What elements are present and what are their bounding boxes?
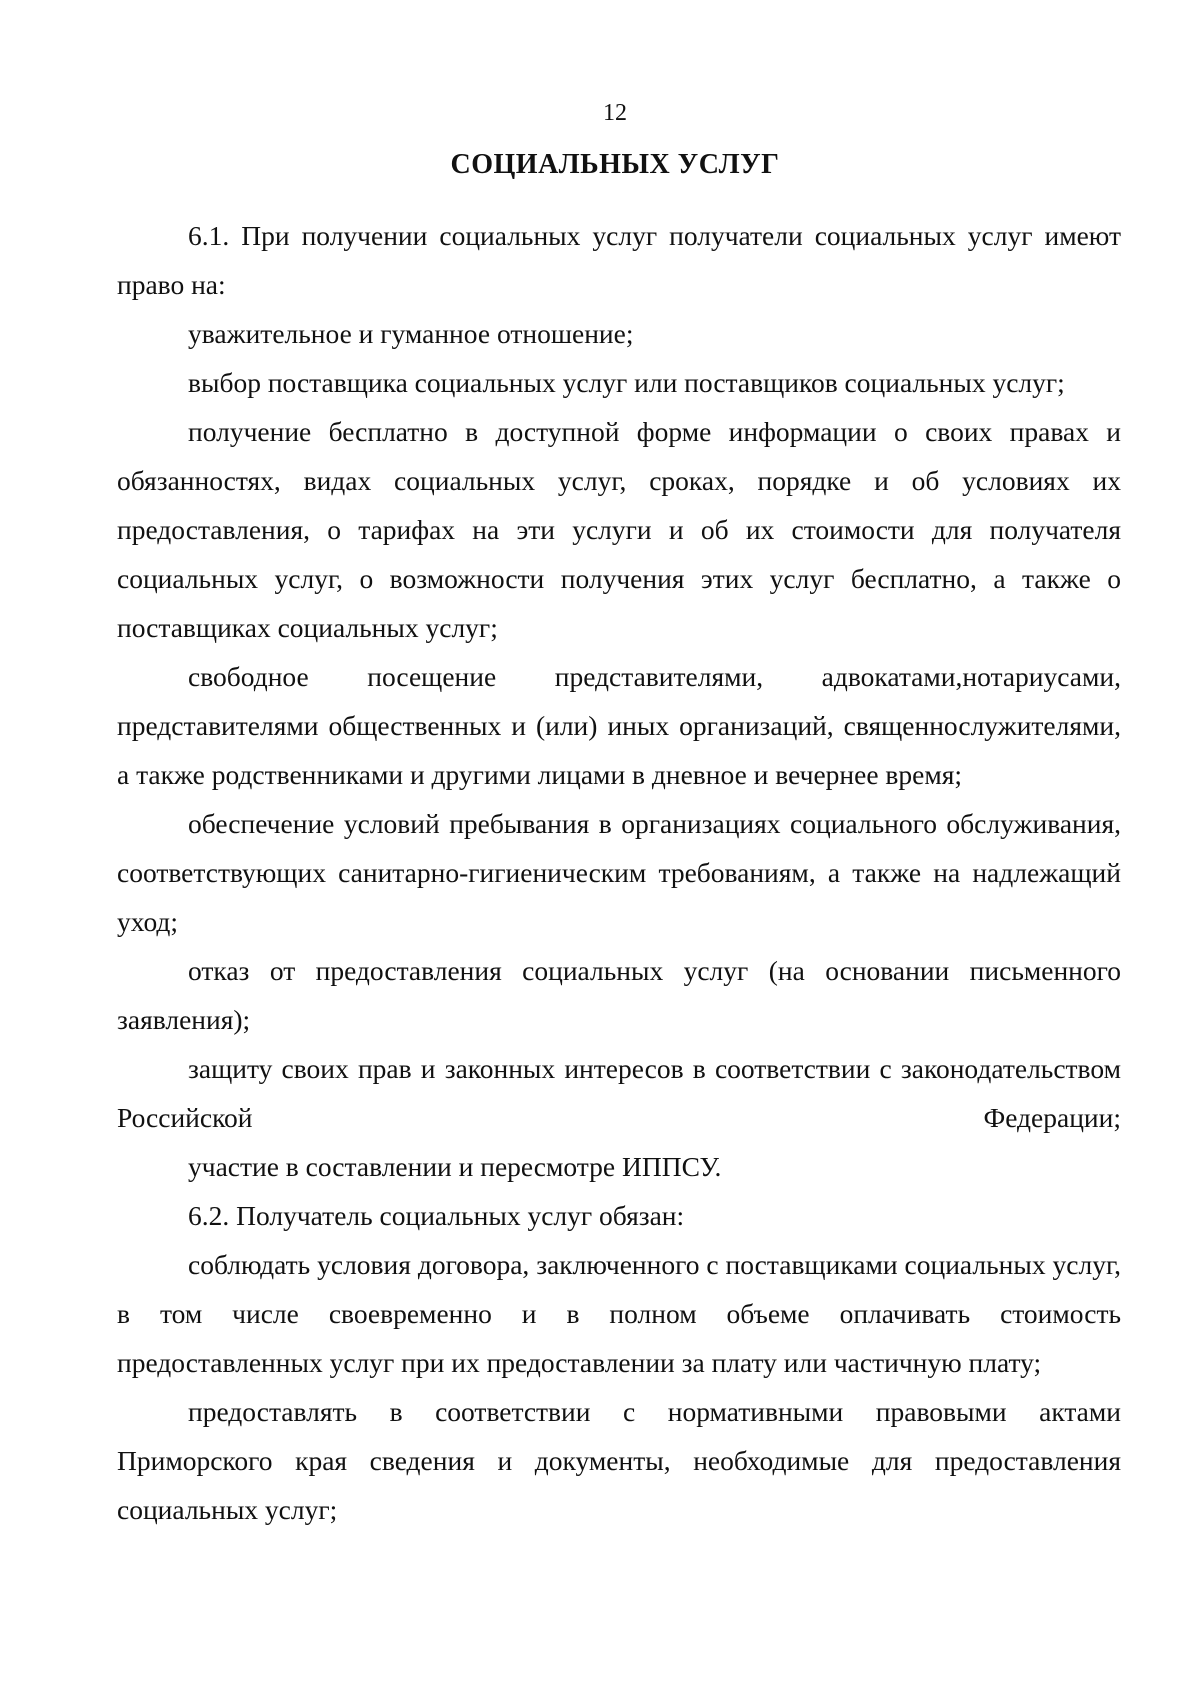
paragraph-ippsu: участие в составлении и пересмотре ИППСУ.	[188, 1151, 722, 1182]
paragraph-rights-protection-text: защиту своих прав и законных интересов в соответствии с законодательством Российской Федерации;	[117, 1053, 1121, 1133]
paragraph-free-visits: свободное посещение представителями, адвокатами,нотариусами, представителями общественных и (или) иных организаций, священнослужителями, а также родственниками и другими лицами в дневное и вечернее время;	[117, 661, 1121, 790]
paragraph-6-2-intro: 6.2. Получатель социальных услуг обязан:	[188, 1200, 685, 1231]
paragraph-contract-terms: соблюдать условия договора, заключенного с поставщиками социальных услуг, в том числе своевременно и в полном объеме оплачивать стоимость предоставленных услуг при их предоставлении за плату или частичную плату;	[117, 1249, 1121, 1378]
paragraph-provide-documents: предоставлять в соответствии с нормативными правовыми актами Приморского края сведения и документы, необходимые для предоставления социальных услуг;	[117, 1396, 1121, 1525]
paragraph-refusal: отказ от предоставления социальных услуг (на основании письменного заявления);	[117, 955, 1121, 1035]
page-number: 12	[603, 100, 627, 126]
body-text	[117, 211, 1121, 1534]
paragraph-rights-protection	[117, 1044, 1121, 1142]
paragraph-6-1-intro: 6.1. При получении социальных услуг получатели социальных услуг имеют право на:	[117, 220, 1121, 300]
paragraph-free-information: получение бесплатно в доступной форме информации о своих правах и обязанностях, видах социальных услуг, сроках, порядке и об условиях их предоставления, о тарифах на эти услуги и об их стоимости для получателя социальных услуг, о возможности получения этих услуг бесплатно, а также о поставщиках социальных услуг;	[117, 416, 1121, 643]
section-heading: СОЦИАЛЬНЫХ УСЛУГ	[450, 149, 780, 180]
paragraph-provider-choice: выбор поставщика социальных услуг или поставщиков социальных услуг;	[188, 367, 1065, 398]
paragraph-conditions: обеспечение условий пребывания в организациях социального обслуживания, соответствующих санитарно-гигиеническим требованиям, а также на надлежащий уход;	[117, 808, 1121, 937]
paragraph-respectful-attitude: уважительное и гуманное отношение;	[188, 318, 634, 349]
